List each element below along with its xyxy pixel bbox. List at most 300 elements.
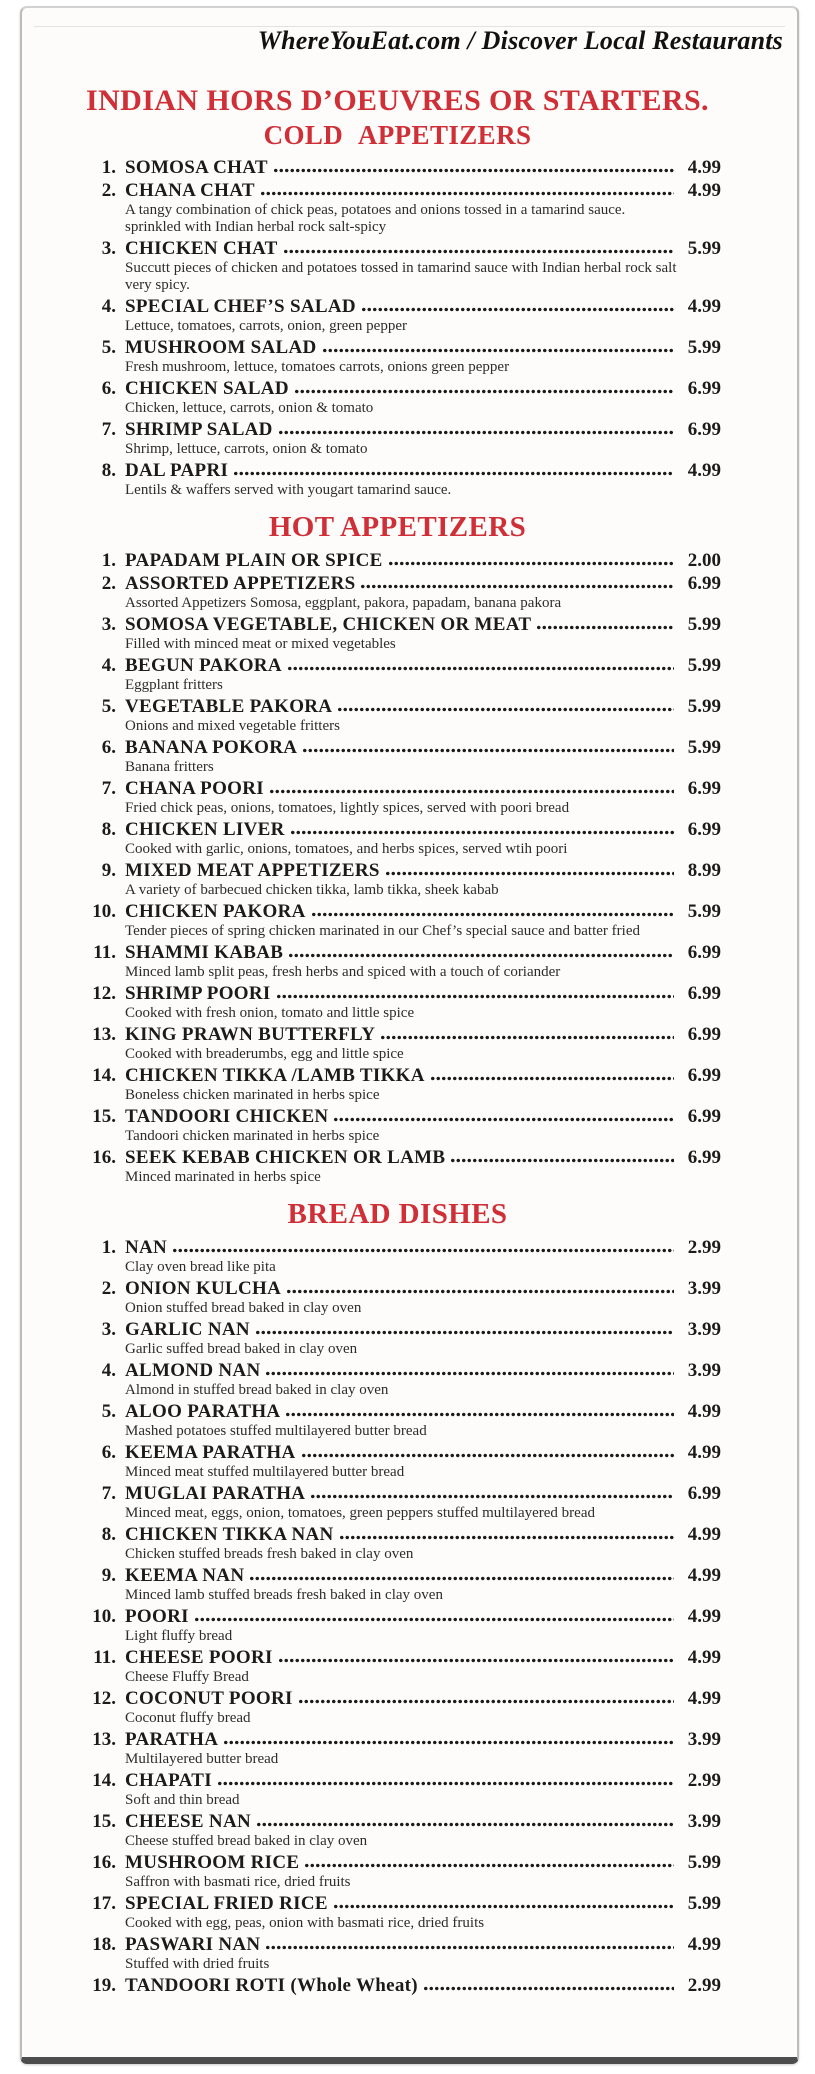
item-price: 2.99 [687, 1770, 721, 1791]
menu-item [74, 1277, 721, 1317]
item-row [74, 1646, 721, 1669]
item-row [74, 1318, 721, 1341]
menu-item [74, 695, 721, 735]
item-number: 8. [101, 819, 116, 840]
menu-section-cold-appetizers [74, 120, 721, 499]
item-description: Almond in stuffed bread baked in clay oven [125, 1382, 389, 1398]
item-row [74, 1769, 721, 1792]
dotted-leader [301, 1451, 674, 1460]
item-name: SPECIAL FRIED RICE [125, 1893, 328, 1914]
item-number: 5. [101, 696, 116, 717]
item-name: CHICKEN TIKKA /LAMB TIKKA [125, 1065, 425, 1086]
item-price: 6.99 [687, 1106, 721, 1127]
dotted-leader [337, 705, 674, 714]
dotted-leader [311, 910, 674, 919]
dotted-leader [265, 1943, 674, 1952]
item-price: 5.99 [687, 614, 721, 635]
item-description: Garlic suffed bread baked in clay oven [125, 1341, 358, 1357]
item-price: 4.99 [687, 180, 721, 201]
item-description: Lettuce, tomatoes, carrots, onion, green pepper [125, 318, 407, 334]
item-price: 4.99 [687, 1401, 721, 1422]
item-description: Filled with minced meat or mixed vegetables [125, 636, 396, 652]
item-price: 5.99 [687, 655, 721, 676]
item-row [74, 1851, 721, 1874]
item-name: MUSHROOM RICE [125, 1852, 300, 1873]
item-description: Cooked with fresh onion, tomato and little spice [125, 1005, 415, 1021]
item-name: MIXED MEAT APPETIZERS [125, 860, 380, 881]
item-price: 2.99 [687, 1237, 721, 1258]
item-description: Lentils & waffers served with yougart tamarind sauce. [125, 482, 452, 498]
item-row [74, 1687, 721, 1710]
site-header: WhereYouEat.com / Discover Local Restaurants [257, 26, 783, 55]
item-number: 12. [92, 1688, 116, 1709]
menu-item [74, 982, 721, 1022]
item-row [74, 1482, 721, 1505]
item-number: 2. [101, 1278, 116, 1299]
menu-sections [74, 120, 721, 1997]
item-price: 4.99 [687, 1934, 721, 1955]
item-name: CHAPATI [125, 1770, 212, 1791]
item-name: PARATHA [125, 1729, 219, 1750]
item-price: 5.99 [687, 1893, 721, 1914]
item-price: 3.99 [687, 1360, 721, 1381]
item-description: Fried chick peas, onions, tomatoes, lightly spices, served with poori bread [125, 800, 570, 816]
menu-section-hot-appetizers [74, 511, 721, 1186]
dotted-leader [256, 1820, 674, 1829]
dotted-leader [333, 1902, 674, 1911]
menu-item [74, 1523, 721, 1563]
item-name: PAPADAM PLAIN OR SPICE [125, 550, 383, 571]
item-name: ALMOND NAN [125, 1360, 261, 1381]
menu-item [74, 156, 721, 179]
item-price: 6.99 [687, 983, 721, 1004]
item-number: 9. [101, 860, 116, 881]
item-description: Cheese stuffed bread baked in clay oven [125, 1833, 368, 1849]
item-number: 14. [92, 1065, 116, 1086]
dotted-leader [360, 582, 674, 591]
item-name: ASSORTED APPETIZERS [125, 573, 356, 594]
item-row [74, 777, 721, 800]
item-name: KEEMA NAN [125, 1565, 245, 1586]
item-description: A variety of barbecued chicken tikka, lamb tikka, sheek kabab [125, 882, 499, 898]
item-description: Chicken, lettuce, carrots, onion & tomato [125, 400, 374, 416]
dotted-leader [385, 869, 674, 878]
item-price: 5.99 [687, 901, 721, 922]
menu-item [74, 941, 721, 981]
item-number: 14. [92, 1770, 116, 1791]
item-price: 6.99 [687, 1065, 721, 1086]
dotted-leader [339, 1533, 674, 1542]
item-row [74, 941, 721, 964]
item-number: 1. [101, 157, 116, 178]
item-name: CHICKEN TIKKA NAN [125, 1524, 334, 1545]
item-name: SOMOSA CHAT [125, 157, 268, 178]
dotted-leader [361, 305, 674, 314]
item-name: SPECIAL CHEF’S SALAD [125, 296, 356, 317]
item-row [74, 1400, 721, 1423]
menu-item [74, 654, 721, 694]
dotted-leader [223, 1738, 674, 1747]
dotted-leader [276, 992, 674, 1001]
item-description: Assorted Appetizers Somosa, eggplant, pakora, papadam, banana pakora [125, 595, 562, 611]
menu-item [74, 1482, 721, 1522]
item-number: 19. [92, 1975, 116, 1996]
item-row [74, 859, 721, 882]
item-row [74, 1810, 721, 1833]
item-price: 4.99 [687, 1606, 721, 1627]
item-price: 3.99 [687, 1319, 721, 1340]
dotted-leader [333, 1115, 674, 1124]
item-number: 2. [101, 180, 116, 201]
item-number: 7. [101, 1483, 116, 1504]
dotted-leader [278, 1656, 674, 1665]
menu-item [74, 1400, 721, 1440]
menu-item [74, 1728, 721, 1768]
item-price: 3.99 [687, 1278, 721, 1299]
item-row [74, 1605, 721, 1628]
menu-item [74, 736, 721, 776]
menu-item [74, 1441, 721, 1481]
item-number: 1. [101, 550, 116, 571]
menu-item [74, 1974, 721, 1997]
item-number: 11. [93, 1647, 116, 1668]
item-name: CHANA POORI [125, 778, 264, 799]
item-number: 7. [101, 419, 116, 440]
page-content [20, 6, 799, 2064]
dotted-leader [172, 1246, 674, 1255]
item-name: CHEESE POORI [125, 1647, 273, 1668]
menu-item [74, 818, 721, 858]
item-description: Cooked with egg, peas, onion with basmati rice, dried fruits [125, 1915, 485, 1931]
dotted-leader [278, 428, 674, 437]
menu-item [74, 418, 721, 458]
dotted-leader [298, 1697, 674, 1706]
menu-item [74, 1605, 721, 1645]
item-row [74, 156, 721, 179]
item-row [74, 1564, 721, 1587]
item-price: 4.99 [687, 157, 721, 178]
menu-item [74, 377, 721, 417]
dotted-leader [260, 189, 674, 198]
item-number: 13. [92, 1729, 116, 1750]
item-row [74, 1523, 721, 1546]
item-number: 13. [92, 1024, 116, 1045]
item-description: Saffron with basmati rice, dried fruits [125, 1874, 351, 1890]
dotted-leader [233, 469, 674, 478]
menu-section-bread-dishes [74, 1198, 721, 1997]
item-row [74, 1441, 721, 1464]
item-description: Minced meat, eggs, onion, tomatoes, green peppers stuffed multilayered bread [125, 1505, 595, 1521]
item-row [74, 1728, 721, 1751]
menu-item [74, 179, 721, 236]
item-number: 10. [92, 901, 116, 922]
item-description: Clay oven bread like pita [125, 1259, 276, 1275]
item-row [74, 1277, 721, 1300]
item-row [74, 1359, 721, 1382]
item-number: 8. [101, 460, 116, 481]
item-number: 4. [101, 655, 116, 676]
item-price: 6.99 [687, 778, 721, 799]
item-name: DAL PAPRI [125, 460, 229, 481]
item-description: Minced lamb stuffed breads fresh baked in clay oven [125, 1587, 443, 1603]
item-description: Minced marinated in herbs spice [125, 1169, 321, 1185]
item-price: 6.99 [687, 1147, 721, 1168]
item-price: 4.99 [687, 460, 721, 481]
item-name: VEGETABLE PAKORA [125, 696, 333, 717]
item-name: TANDOORI CHICKEN [125, 1106, 329, 1127]
dotted-leader [249, 1574, 674, 1583]
dotted-leader [273, 166, 674, 175]
dotted-leader [217, 1779, 674, 1788]
item-price: 6.99 [687, 1483, 721, 1504]
item-row [74, 900, 721, 923]
item-number: 1. [101, 1237, 116, 1258]
item-price: 6.99 [687, 378, 721, 399]
dotted-leader [286, 1287, 674, 1296]
item-number: 3. [101, 1319, 116, 1340]
item-row [74, 459, 721, 482]
item-number: 3. [101, 238, 116, 259]
item-number: 9. [101, 1565, 116, 1586]
item-description: Tender pieces of spring chicken marinated in our Chef’s special sauce and batter fried [125, 923, 640, 939]
item-price: 6.99 [687, 942, 721, 963]
menu-item [74, 572, 721, 612]
item-row [74, 982, 721, 1005]
item-name: SEEK KEBAB CHICKEN OR LAMB [125, 1147, 446, 1168]
item-price: 4.99 [687, 1565, 721, 1586]
menu-item [74, 1851, 721, 1891]
item-name: NAN [125, 1237, 168, 1258]
item-price: 6.99 [687, 1024, 721, 1045]
item-number: 2. [101, 573, 116, 594]
menu-item [74, 1769, 721, 1809]
dotted-leader [310, 1492, 674, 1501]
item-price: 4.99 [687, 1647, 721, 1668]
item-row [74, 1023, 721, 1046]
item-price: 5.99 [687, 238, 721, 259]
dotted-leader [423, 1984, 674, 1993]
item-name: TANDOORI ROTI (Whole Wheat) [125, 1975, 418, 1996]
item-name: BEGUN PAKORA [125, 655, 282, 676]
item-price: 4.99 [687, 296, 721, 317]
item-name: SHAMMI KABAB [125, 942, 284, 963]
dotted-leader [388, 559, 674, 568]
item-row [74, 1974, 721, 1997]
item-number: 6. [101, 378, 116, 399]
dotted-leader [322, 346, 674, 355]
menu-item [74, 777, 721, 817]
item-price: 4.99 [687, 1688, 721, 1709]
dotted-leader [288, 951, 674, 960]
item-price: 4.99 [687, 1524, 721, 1545]
item-description: Fresh mushroom, lettuce, tomatoes carrots, onions green pepper [125, 359, 510, 375]
item-row [74, 295, 721, 318]
item-price: 3.99 [687, 1811, 721, 1832]
item-name: CHEESE NAN [125, 1811, 251, 1832]
item-description: Tandoori chicken marinated in herbs spice [125, 1128, 380, 1144]
item-description: Onion stuffed bread baked in clay oven [125, 1300, 362, 1316]
dotted-leader [294, 387, 674, 396]
item-description: Shrimp, lettuce, carrots, onion & tomato [125, 441, 368, 457]
menu [54, 84, 787, 1997]
item-row [74, 1105, 721, 1128]
item-number: 16. [92, 1147, 116, 1168]
item-description: Succutt pieces of chicken and potatoes tossed in tamarind sauce with Indian herbal rock salt very spicy. [125, 260, 677, 293]
item-name: KEEMA PARATHA [125, 1442, 296, 1463]
item-name: CHANA CHAT [125, 180, 255, 201]
item-name: SHRIMP SALAD [125, 419, 273, 440]
menu-item [74, 1687, 721, 1727]
item-description: Chicken stuffed breads fresh baked in clay oven [125, 1546, 414, 1562]
dotted-leader [269, 787, 674, 796]
item-description: A tangy combination of chick peas, potatoes and onions tossed in a tamarind sauce. sprinkled with Indian herbal rock salt-spicy [125, 202, 626, 235]
item-price: 6.99 [687, 419, 721, 440]
section-title-cold-appetizers: COLD APPETIZERS [263, 120, 532, 150]
item-description: Banana fritters [125, 759, 214, 775]
item-row [74, 695, 721, 718]
item-description: Minced lamb split peas, fresh herbs and spiced with a touch of coriander [125, 964, 561, 980]
item-description: Multilayered butter bread [125, 1751, 279, 1767]
item-row [74, 418, 721, 441]
item-name: MUSHROOM SALAD [125, 337, 317, 358]
section-title-bread-dishes: BREAD DISHES [287, 1198, 508, 1230]
item-number: 12. [92, 983, 116, 1004]
item-name: CHICKEN PAKORA [125, 901, 306, 922]
menu-item [74, 1810, 721, 1850]
menu-item [74, 1236, 721, 1276]
item-number: 15. [92, 1811, 116, 1832]
item-number: 17. [92, 1893, 116, 1914]
dotted-leader [194, 1615, 674, 1624]
item-number: 16. [92, 1852, 116, 1873]
dotted-leader [430, 1074, 674, 1083]
menu-item [74, 900, 721, 940]
item-description: Light fluffy bread [125, 1628, 233, 1644]
dotted-leader [287, 664, 674, 673]
item-row [74, 1892, 721, 1915]
dotted-leader [536, 623, 674, 632]
item-price: 6.99 [687, 819, 721, 840]
item-price: 5.99 [687, 737, 721, 758]
menu-item [74, 1023, 721, 1063]
item-description: Onions and mixed vegetable fritters [125, 718, 340, 734]
item-number: 5. [101, 1401, 116, 1422]
menu-item [74, 1892, 721, 1932]
item-name: CHICKEN SALAD [125, 378, 289, 399]
item-row [74, 572, 721, 595]
item-name: SHRIMP POORI [125, 983, 271, 1004]
item-number: 4. [101, 1360, 116, 1381]
item-number: 10. [92, 1606, 116, 1627]
menu-item [74, 336, 721, 376]
item-row [74, 1933, 721, 1956]
item-price: 4.99 [687, 1442, 721, 1463]
item-number: 8. [101, 1524, 116, 1545]
item-row [74, 1146, 721, 1169]
menu-item [74, 237, 721, 294]
item-price: 6.99 [687, 573, 721, 594]
item-description: Stuffed with dried fruits [125, 1956, 270, 1972]
item-row [74, 613, 721, 636]
item-price: 5.99 [687, 1852, 721, 1873]
menu-item [74, 1105, 721, 1145]
item-number: 7. [101, 778, 116, 799]
item-description: Soft and thin bread [125, 1792, 240, 1808]
item-description: Coconut fluffy bread [125, 1710, 251, 1726]
item-row [74, 336, 721, 359]
item-name: CHICKEN CHAT [125, 238, 278, 259]
item-description: Eggplant fritters [125, 677, 223, 693]
item-name: BANANA POKORA [125, 737, 298, 758]
dotted-leader [302, 746, 674, 755]
item-name: ONION KULCHA [125, 1278, 282, 1299]
item-price: 2.99 [687, 1975, 721, 1996]
item-description: Cheese Fluffy Bread [125, 1669, 249, 1685]
item-name: MUGLAI PARATHA [125, 1483, 306, 1504]
item-number: 6. [101, 1442, 116, 1463]
item-number: 3. [101, 614, 116, 635]
item-row [74, 549, 721, 572]
dotted-leader [290, 828, 674, 837]
item-price: 5.99 [687, 337, 721, 358]
dotted-leader [380, 1033, 674, 1042]
item-number: 6. [101, 737, 116, 758]
menu-item [74, 549, 721, 572]
item-description: Cooked with garlic, onions, tomatoes, and herbs spices, served wtih poori [125, 841, 568, 857]
dotted-leader [255, 1328, 674, 1337]
item-name: CHICKEN LIVER [125, 819, 285, 840]
item-price: 3.99 [687, 1729, 721, 1750]
item-number: 18. [92, 1934, 116, 1955]
item-row [74, 377, 721, 400]
item-name: COCONUT POORI [125, 1688, 293, 1709]
item-name: ALOO PARATHA [125, 1401, 281, 1422]
item-description: Minced meat stuffed multilayered butter bread [125, 1464, 405, 1480]
item-name: SOMOSA VEGETABLE, CHICKEN OR MEAT [125, 614, 532, 635]
dotted-leader [304, 1861, 674, 1870]
item-row [74, 818, 721, 841]
item-price: 2.00 [687, 550, 721, 571]
menu-item [74, 613, 721, 653]
item-row [74, 179, 721, 202]
menu-item [74, 1359, 721, 1399]
item-number: 11. [93, 942, 116, 963]
menu-item [74, 1146, 721, 1186]
item-row [74, 1236, 721, 1259]
menu-item [74, 1646, 721, 1686]
dotted-leader [450, 1156, 674, 1165]
menu-item [74, 295, 721, 335]
menu-item [74, 1064, 721, 1104]
dotted-leader [285, 1410, 674, 1419]
item-row [74, 237, 721, 260]
item-number: 15. [92, 1106, 116, 1127]
item-price: 5.99 [687, 696, 721, 717]
item-name: POORI [125, 1606, 189, 1627]
page-title: INDIAN HORS D’OEUVRES OR STARTERS. [86, 84, 709, 117]
item-number: 4. [101, 296, 116, 317]
menu-item [74, 459, 721, 499]
section-title-hot-appetizers: HOT APPETIZERS [268, 511, 527, 543]
item-row [74, 736, 721, 759]
menu-item [74, 1564, 721, 1604]
dotted-leader [283, 247, 674, 256]
item-description: Boneless chicken marinated in herbs spice [125, 1087, 380, 1103]
item-row [74, 654, 721, 677]
item-row [74, 1064, 721, 1087]
menu-item [74, 859, 721, 899]
menu-item [74, 1933, 721, 1973]
